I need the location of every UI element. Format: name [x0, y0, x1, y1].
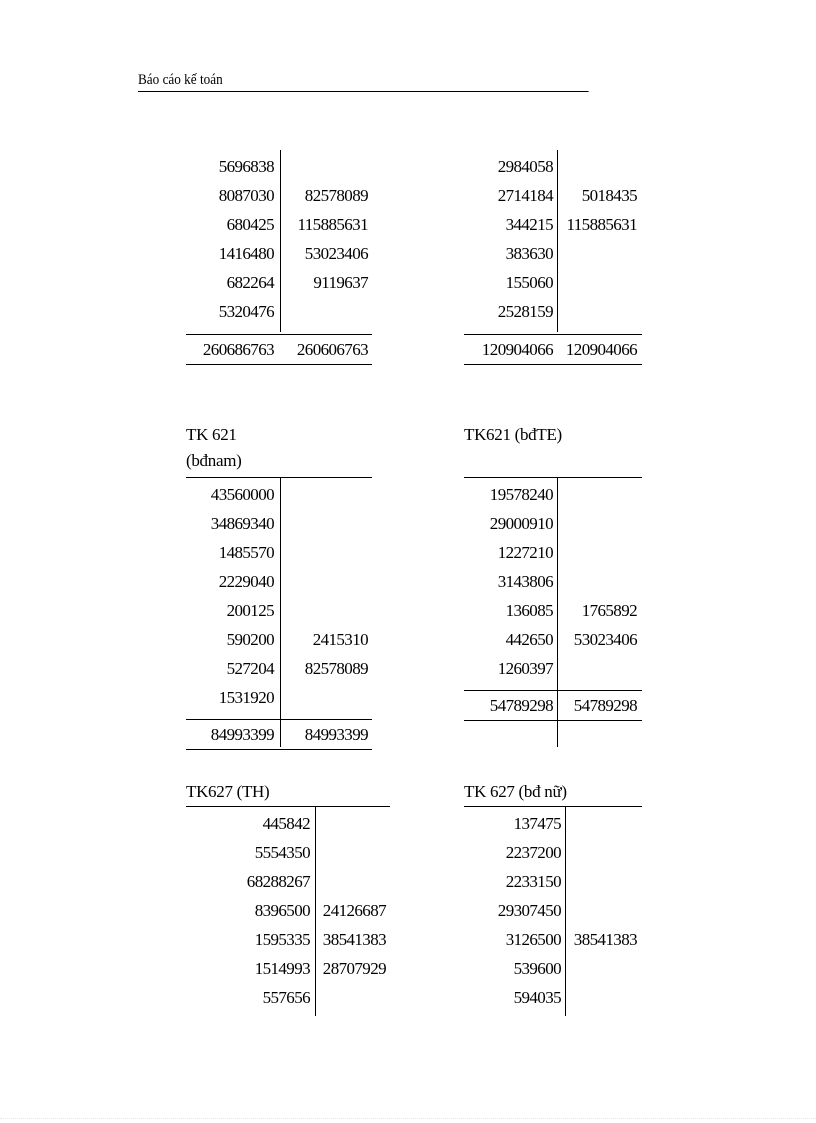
debit-value: 1260397: [497, 659, 553, 678]
account-row: [464, 954, 642, 983]
debit-value: 1227210: [497, 543, 553, 562]
account-row: [186, 239, 372, 268]
debit-value: 2233150: [505, 872, 561, 891]
t-account-tk621-bdnam: [186, 422, 372, 752]
account-total-row: [186, 335, 372, 364]
account-row: [186, 809, 390, 838]
debit-value: 5554350: [254, 843, 310, 862]
account-row: [186, 268, 372, 297]
account-row: [464, 567, 642, 596]
page-bottom-border: [0, 1118, 816, 1119]
debit-value: 445842: [262, 814, 310, 833]
credit-value: 5018435: [581, 186, 637, 205]
debit-value: 1531920: [218, 688, 274, 707]
account-row: [186, 954, 390, 983]
t-account-2: [464, 150, 642, 365]
account-row: [186, 509, 372, 538]
t-account-tk621-bdte: [464, 422, 642, 752]
debit-value: 1416480: [218, 244, 274, 263]
account-row: [186, 654, 372, 683]
account-row: [464, 896, 642, 925]
account-row: [464, 838, 642, 867]
credit-value: 24126687: [322, 901, 386, 920]
account-row: [464, 210, 642, 239]
debit-value: 1595335: [254, 930, 310, 949]
debit-value: 43560000: [210, 485, 274, 504]
account-row: [186, 867, 390, 896]
debit-total: 260686763: [202, 340, 274, 359]
account-row: [186, 480, 372, 509]
account-title: TK 627 (bđ nữ): [464, 782, 567, 801]
account-row: [464, 509, 642, 538]
debit-value: 1514993: [254, 959, 310, 978]
account-row: [464, 239, 642, 268]
credit-value: 53023406: [304, 244, 368, 263]
account-row: [186, 838, 390, 867]
account-row: [464, 925, 642, 954]
debit-value: 29307450: [497, 901, 561, 920]
debit-value: 344215: [505, 215, 553, 234]
account-bottom-rule: [186, 749, 372, 750]
debit-value: 2528159: [497, 302, 553, 321]
debit-value: 2229040: [218, 572, 274, 591]
credit-value: 38541383: [573, 930, 637, 949]
debit-value: 155060: [505, 273, 553, 292]
t-account-1: [186, 150, 372, 365]
account-row: [464, 625, 642, 654]
account-row: [186, 567, 372, 596]
account-total-row: [186, 720, 372, 749]
account-row: [186, 181, 372, 210]
account-row: [464, 181, 642, 210]
account-bottom-rule: [464, 364, 642, 365]
account-row: [186, 983, 390, 1012]
account-row: [464, 983, 642, 1012]
debit-value: 137475: [513, 814, 561, 833]
account-total-row: [464, 691, 642, 720]
account-row: [186, 625, 372, 654]
account-row: [186, 925, 390, 954]
account-total-row: [464, 335, 642, 364]
account-bottom-rule: [186, 364, 372, 365]
debit-value: 200125: [226, 601, 274, 620]
account-row: [464, 152, 642, 181]
account-title: TK627 (TH): [186, 782, 270, 801]
debit-value: 539600: [513, 959, 561, 978]
account-row: [186, 210, 372, 239]
account-row: [186, 596, 372, 625]
credit-total: 54789298: [573, 696, 637, 715]
account-row: [464, 867, 642, 896]
debit-value: 682264: [226, 273, 274, 292]
account-bottom-rule: [464, 720, 642, 721]
debit-value: 5696838: [218, 157, 274, 176]
credit-value: 2415310: [312, 630, 368, 649]
debit-value: 2714184: [497, 186, 553, 205]
debit-total: 84993399: [210, 725, 274, 744]
debit-value: 8087030: [218, 186, 274, 205]
credit-total: 260606763: [296, 340, 368, 359]
account-row: [464, 480, 642, 509]
debit-value: 594035: [513, 988, 561, 1007]
debit-value: 383630: [505, 244, 553, 263]
debit-value: 5320476: [218, 302, 274, 321]
debit-value: 34869340: [210, 514, 274, 533]
t-account-tk627-th: [186, 779, 390, 1019]
account-title: TK 621: [186, 425, 237, 444]
credit-value: 28707929: [322, 959, 386, 978]
account-row: [464, 809, 642, 838]
debit-value: 68288267: [246, 872, 310, 891]
debit-total: 120904066: [481, 340, 553, 359]
account-row: [186, 538, 372, 567]
debit-value: 3143806: [497, 572, 553, 591]
account-row: [464, 538, 642, 567]
debit-value: 1485570: [218, 543, 274, 562]
credit-value: 1765892: [581, 601, 637, 620]
account-row: [464, 596, 642, 625]
credit-total: 84993399: [304, 725, 368, 744]
account-top-rule: [186, 477, 372, 478]
credit-value: 82578089: [304, 186, 368, 205]
credit-value: 38541383: [322, 930, 386, 949]
debit-value: 2984058: [497, 157, 553, 176]
account-row: [464, 268, 642, 297]
debit-value: 19578240: [489, 485, 553, 504]
debit-value: 680425: [226, 215, 274, 234]
credit-value: 115885631: [297, 215, 368, 234]
account-top-rule: [464, 477, 642, 478]
account-row: [464, 297, 642, 326]
account-top-rule: [464, 806, 642, 807]
debit-value: 29000910: [489, 514, 553, 533]
credit-total: 120904066: [565, 340, 637, 359]
t-account-tk627-bdnu: [464, 779, 642, 1019]
credit-value: 53023406: [573, 630, 637, 649]
debit-value: 557656: [262, 988, 310, 1007]
debit-value: 136085: [505, 601, 553, 620]
account-subtitle: (bđnam): [186, 451, 242, 470]
debit-value: 442650: [505, 630, 553, 649]
account-row: [464, 654, 642, 683]
header-title: Báo cáo kế toán: [138, 72, 223, 88]
credit-value: 9119637: [313, 273, 368, 292]
debit-value: 527204: [226, 659, 274, 678]
account-row: [186, 683, 372, 712]
page-header: [138, 72, 589, 92]
credit-value: 82578089: [304, 659, 368, 678]
debit-value: 3126500: [505, 930, 561, 949]
debit-value: 2237200: [505, 843, 561, 862]
debit-total: 54789298: [489, 696, 553, 715]
debit-value: 8396500: [254, 901, 310, 920]
debit-value: 590200: [226, 630, 274, 649]
account-top-rule: [186, 806, 390, 807]
account-row: [186, 297, 372, 326]
credit-value: 115885631: [566, 215, 637, 234]
account-row: [186, 896, 390, 925]
account-row: [186, 152, 372, 181]
account-title: TK621 (bđTE): [464, 425, 562, 444]
